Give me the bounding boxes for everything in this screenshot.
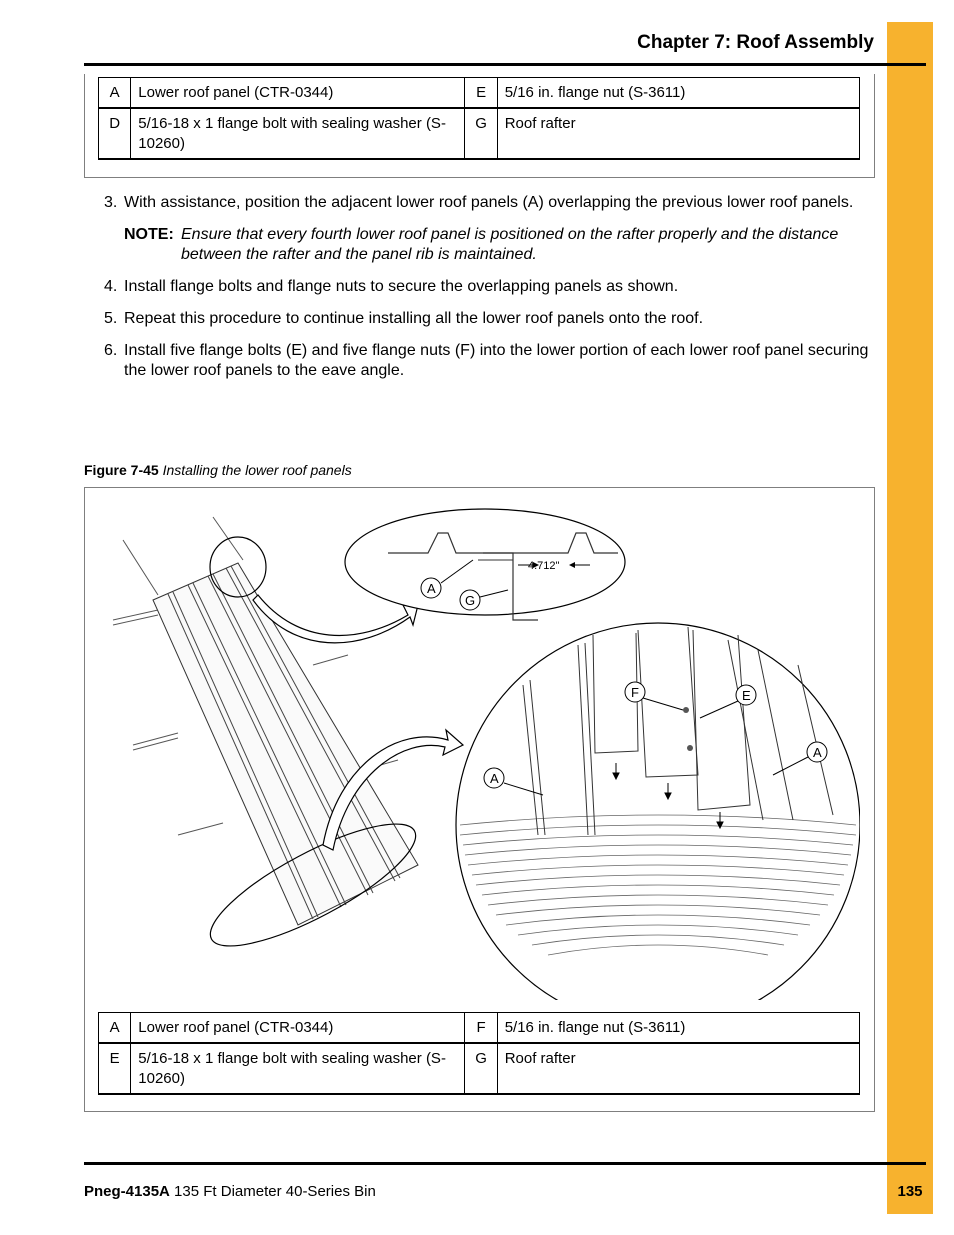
chapter-title: Chapter 7: Roof Assembly <box>637 32 874 53</box>
list-item <box>104 277 874 297</box>
note <box>124 225 874 265</box>
legend-desc: Lower roof panel (CTR-0344) <box>131 78 465 109</box>
figure-title: Installing the lower roof panels <box>162 462 352 478</box>
step-text: Install flange bolts and flange nuts to secure the overlapping panels as shown. <box>124 278 679 295</box>
legend-key: A <box>99 78 131 109</box>
step-text: Install five flange bolts (E) and five flange nuts (F) into the lower portion of each lower roof panel securing the lower roof panels to the eave angle. <box>124 342 869 379</box>
footer-rule <box>84 1162 926 1165</box>
step-number: 5. <box>104 310 118 327</box>
legend-desc: Roof rafter <box>497 108 859 159</box>
legend-desc: Roof rafter <box>497 1043 859 1094</box>
header-rule <box>84 63 926 66</box>
dimension-label: 4.712" <box>528 560 560 572</box>
legend-desc: 5/16-18 x 1 flange bolt with sealing washer (S-10260) <box>131 1043 465 1094</box>
legend-key: G <box>465 1043 497 1094</box>
lower-roof-panels <box>153 563 418 925</box>
step-number: 3. <box>104 194 118 211</box>
footer-document <box>84 1183 376 1200</box>
document-title: 135 Ft Diameter 40-Series Bin <box>174 1183 376 1200</box>
table-row <box>99 108 860 159</box>
callout-label: A <box>813 745 822 760</box>
legend-desc: 5/16 in. flange nut (S-3611) <box>497 1013 859 1044</box>
legend-key: E <box>99 1043 131 1094</box>
legend-table-bottom <box>98 1012 860 1095</box>
legend-desc: 5/16 in. flange nut (S-3611) <box>497 78 859 109</box>
panel-overlap-detail <box>456 623 860 1000</box>
list-item <box>104 309 874 329</box>
legend-key: E <box>465 78 497 109</box>
callout-label: G <box>465 593 476 608</box>
legend-key: F <box>465 1013 497 1044</box>
legend-key: D <box>99 108 131 159</box>
legend-table-top <box>98 77 860 160</box>
document-code: Pneg-4135A <box>84 1183 170 1200</box>
roof-panel-illustration <box>98 505 860 1000</box>
rafter-detail <box>345 509 625 620</box>
procedure-steps <box>104 193 874 393</box>
step-number: 4. <box>104 278 118 295</box>
legend-desc: Lower roof panel (CTR-0344) <box>131 1013 465 1044</box>
note-text: Ensure that every fourth lower roof panel is positioned on the rafter properly and the distance between the rafter and the panel rib is maintained. <box>181 226 839 263</box>
chapter-side-tab <box>887 22 933 1214</box>
table-row <box>99 1043 860 1094</box>
step-number: 6. <box>104 342 118 359</box>
list-item <box>104 193 874 213</box>
list-item <box>104 341 874 381</box>
table-row <box>99 78 860 109</box>
figure-label: Figure 7-45 <box>84 462 159 478</box>
callout-label: F <box>631 685 639 700</box>
step-text: With assistance, position the adjacent lower roof panels (A) overlapping the previous lower roof panels. <box>124 194 854 211</box>
legend-key: G <box>465 108 497 159</box>
legend-key: A <box>99 1013 131 1044</box>
callout-label: A <box>427 581 436 596</box>
step-text: Repeat this procedure to continue installing all the lower roof panels onto the roof. <box>124 310 704 327</box>
callout-label: A <box>490 771 499 786</box>
callout-label: E <box>742 688 751 703</box>
legend-desc: 5/16-18 x 1 flange bolt with sealing washer (S-10260) <box>131 108 465 159</box>
note-label: NOTE: <box>124 226 174 243</box>
table-row <box>99 1013 860 1044</box>
page-number: 135 <box>897 1183 923 1200</box>
figure-caption <box>84 462 352 478</box>
